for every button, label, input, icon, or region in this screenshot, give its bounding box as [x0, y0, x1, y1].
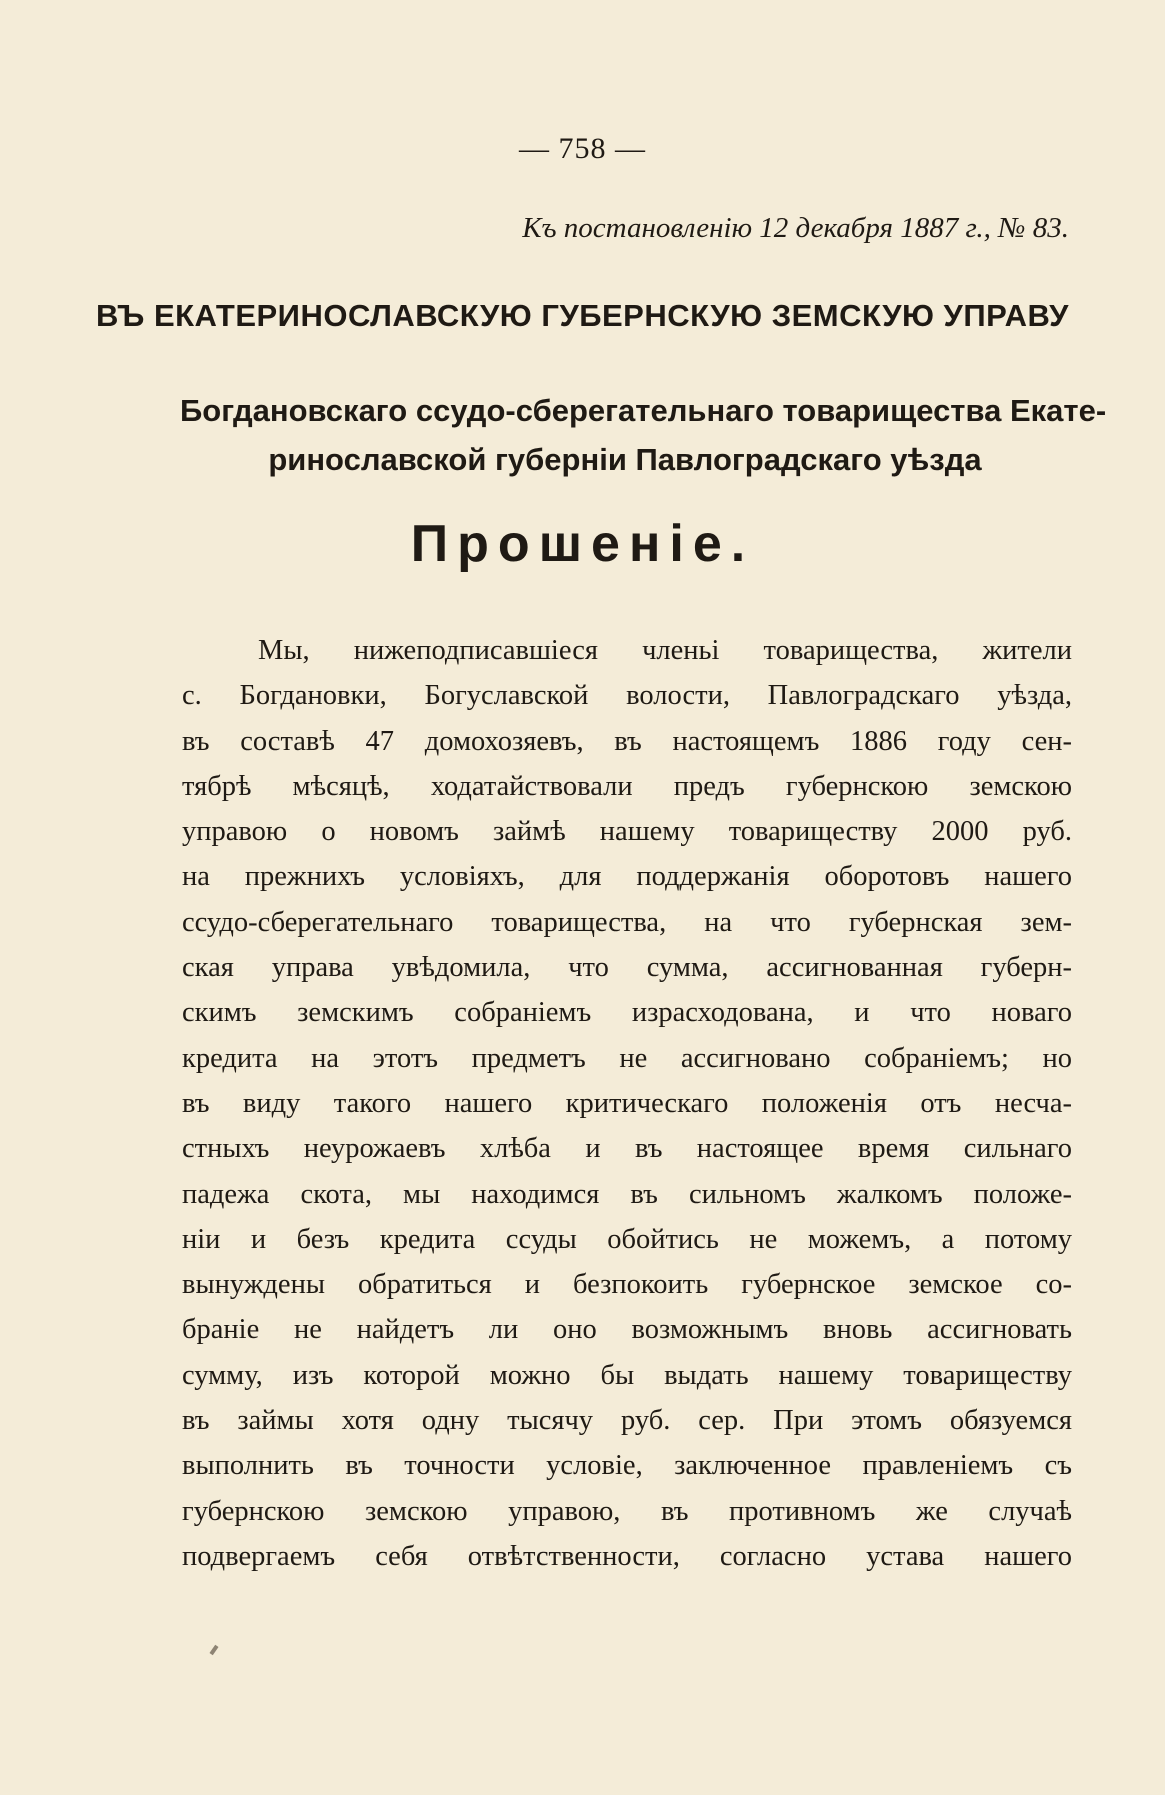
body-line: губернскою земскою управою, въ противномъ же случаѣ — [182, 1495, 1072, 1527]
body-line: въ займы хотя одну тысячу руб. сер. При этомъ обязуемся — [182, 1405, 1072, 1437]
body-line: браніе не найдетъ ли оно возможнымъ вновь ассигновать — [182, 1314, 1072, 1346]
body-line: выполнить въ точности условіе, заключенное правленіемъ съ — [182, 1450, 1072, 1482]
petitioner-line-2: ринославской губерніи Павлоградскаго уѣзда — [268, 442, 982, 477]
body-line: въ виду такого нашего критическаго положенія отъ несча- — [182, 1087, 1072, 1119]
body-line: тябрѣ мѣсяцѣ, ходатайствовали предъ губернскою земскою — [182, 770, 1072, 802]
body-line: ссудо-сберегательнаго товарищества, на что губернская зем- — [182, 906, 1072, 938]
body-line: управою о новомъ займѣ нашему товариществу 2000 руб. — [182, 816, 1072, 848]
body-line: скимъ земскимъ собраніемъ израсходована, и что новаго — [182, 997, 1072, 1029]
body-line: кредита на этотъ предметъ не ассигновано собраніемъ; но — [182, 1042, 1072, 1074]
body-line: подвергаемъ себя отвѣтственности, согласно устава нашего — [182, 1540, 1072, 1572]
body-line: ская управа увѣдомила, что сумма, ассигнованная губерн- — [182, 952, 1072, 984]
resolution-reference: Къ постановленію 12 декабря 1887 г., № 83. — [522, 212, 1069, 244]
ink-mark — [209, 1645, 218, 1655]
document-title: Прошеніе. — [410, 515, 755, 573]
body-line: сумму, изъ которой можно бы выдать нашему товариществу — [182, 1359, 1072, 1391]
body-line: ніи и безъ кредита ссуды обойтись не можемъ, а потому — [182, 1223, 1072, 1255]
addressee-heading: ВЪ ЕКАТЕРИНОСЛАВСКУЮ ГУБЕРНСКУЮ ЗЕМСКУЮ УПРАВУ — [96, 298, 1069, 333]
body-line: Мы, нижеподписавшіеся членьі товарищества, жители — [258, 635, 1072, 666]
body-line: стныхъ неурожаевъ хлѣба и въ настоящее время сильнаго — [182, 1133, 1072, 1165]
page-number: — 758 — — [519, 132, 646, 165]
petition-body — [182, 628, 1072, 1579]
body-line: вынуждены обратиться и безпокоить губернское земское со- — [182, 1269, 1072, 1301]
petitioner-heading — [180, 386, 1107, 484]
body-line: на прежнихъ условіяхъ, для поддержанія оборотовъ нашего — [182, 861, 1072, 893]
petitioner-line-1: Богдановскаго ссудо-сберегательнаго товарищества Екате- — [180, 393, 1107, 428]
body-line: с. Богдановки, Богуславской волости, Павлоградскаго уѣзда, — [182, 680, 1072, 712]
body-line: падежа скота, мы находимся въ сильномъ жалкомъ положе- — [182, 1178, 1072, 1210]
body-line: въ составѣ 47 домохозяевъ, въ настоящемъ 1886 году сен- — [182, 725, 1072, 757]
